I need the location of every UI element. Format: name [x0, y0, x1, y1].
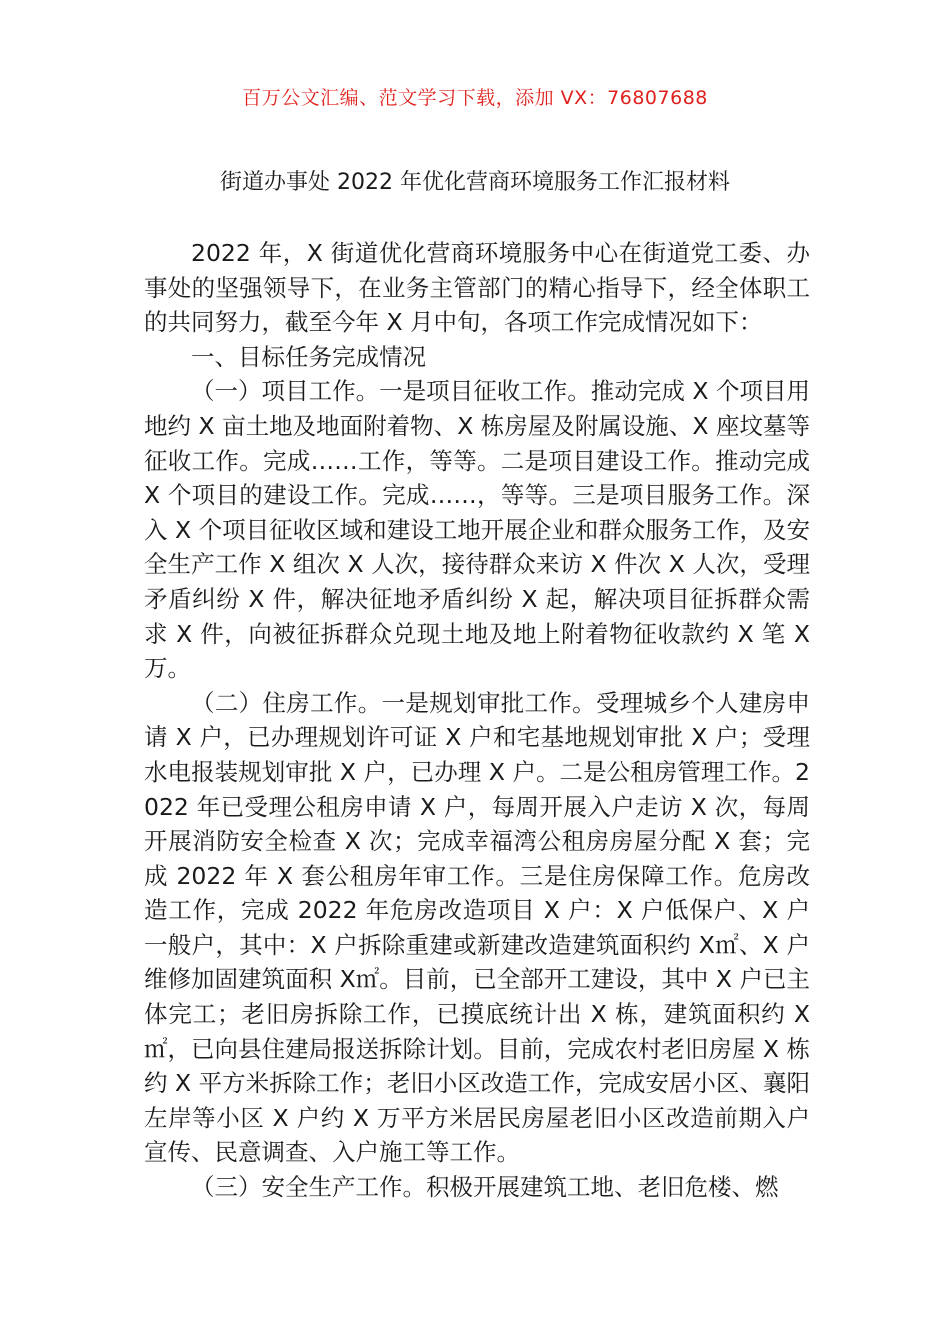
document-body	[144, 236, 810, 1205]
section-heading: 一、目标任务完成情况	[191, 342, 426, 371]
safety-work-paragraph: （三）安全生产工作。积极开展建筑工地、老旧危楼、燃	[191, 1173, 779, 1202]
intro-paragraph: 2022 年，X 街道优化营商环境服务中心在街道党工委、办事处的坚强领导下，在业务主管部门的精心指导下，经全体职工的共同努力，截至今年 X 月中旬，各项工作完成情况如下：	[144, 239, 810, 337]
header-banner: 百万公文汇编、范文学习下载，添加 VX：76807688	[242, 87, 708, 109]
project-work-paragraph: （一）项目工作。一是项目征收工作。推动完成 X 个项目用地约 X 亩土地及地面附着物、X 栋房屋及附属设施、X 座坟墓等征收工作。完成……工作，等等。二是项目建设工作。推动完成 X 个项目的建设工作。完成……，等等。三是项目服务工作。深入 X 个项目征收区域和建设工地开展企业和群众服务工作，及安全生产工作 X 组次 X 人次，接待群众来访 X 件次 X 人次，受理矛盾纠纷 X 件，解决征地矛盾纠纷 X 起，解决项目征拆群众需求 X 件，向被征拆群众兑现土地及地上附着物征收款约 X 笔 X 万。	[144, 377, 810, 683]
housing-work-paragraph: （二）住房工作。一是规划审批工作。受理城乡个人建房申请 X 户，已办理规划许可证 X 户和宅基地规划审批 X 户；受理水电报装规划审批 X 户，已办理 X 户。二是公租房管理工作。2022 年已受理公租房申请 X 户，每周开展入户走访 X 次，每周开展消防安全检查 X 次；完成幸福湾公租房房屋分配 X 套；完成 2022 年 X 套公租房年审工作。三是住房保障工作。危房改造工作，完成 2022 年危房改造项目 X 户：X 户低保户、X 户一般户，其中：X 户拆除重建或新建改造建筑面积约 X㎡、X 户维修加固建筑面积 X㎡。目前，已全部开工建设，其中 X 户已主体完工；老旧房拆除工作，已摸底统计出 X 栋，建筑面积约 X㎡，已向县住建局报送拆除计划。目前，完成农村老旧房屋 X 栋约 X 平方米拆除工作；老旧小区改造工作，完成安居小区、襄阳左岸等小区 X 户约 X 万平方米居民房屋老旧小区改造前期入户宣传、民意调查、入户施工等工作。	[144, 688, 810, 1167]
document-title: 街道办事处 2022 年优化营商环境服务工作汇报材料	[220, 170, 730, 195]
